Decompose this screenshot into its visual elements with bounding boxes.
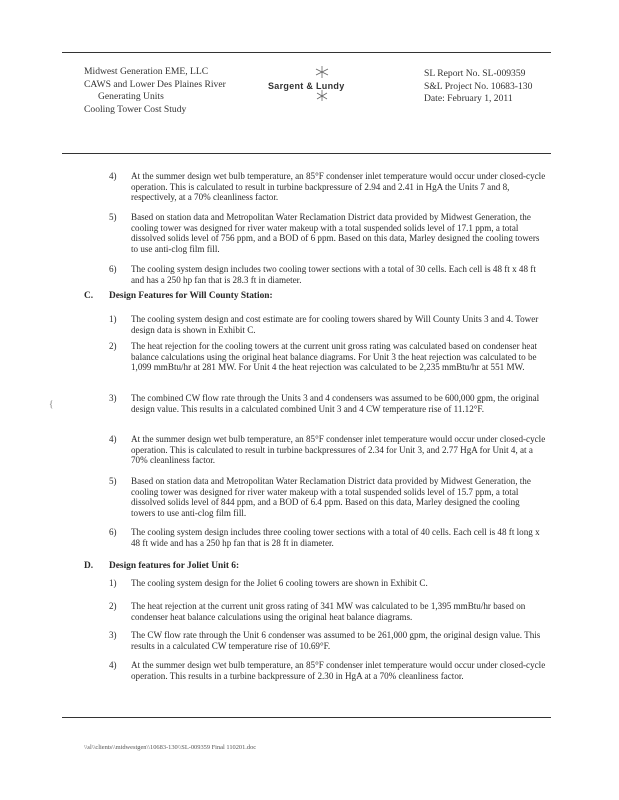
item-text: The cooling system design includes two cooling tower sections with a total of 30 cells. Each cell is 48 ft x 48 ft and has a 250 hp fan that is 28.3 ft in diameter. <box>131 264 536 285</box>
margin-bracket-mark: { <box>49 399 54 409</box>
item-number: 1) <box>109 578 117 588</box>
item-text: The CW flow rate through the Unit 6 condenser was assumed to be 261,000 gpm, the original design value. This results in a calculated CW temperature rise of 10.69°F. <box>131 630 541 651</box>
footer-rule <box>62 717 551 718</box>
section-title: Design Features for Will County Station: <box>109 291 273 301</box>
item-text: The heat rejection for the cooling towers at the current unit gross rating was calculated based on condenser heat balance calculations using the original heat balance diagrams. For Unit 3 the heat rejection was calculated to be 1,099 mmBtu/hr at 281 MW. For Unit 4 the heat rejection was calculated to be 2,235 mmBtu/hr at 551 MW. <box>131 341 538 373</box>
header-company: Midwest Generation EME, LLC <box>84 66 209 77</box>
item-number: 4) <box>109 171 117 181</box>
header-right-block <box>424 68 532 106</box>
header-rule-top <box>62 52 551 53</box>
header-study: Cooling Tower Cost Study <box>84 103 187 115</box>
item-number: 5) <box>109 212 117 222</box>
item-text: The cooling system design for the Joliet 6 cooling towers are shown in Exhibit C. <box>131 578 428 588</box>
item-number: 5) <box>109 476 117 486</box>
item-number: 4) <box>109 434 117 444</box>
header-report-no: SL Report No. SL-009359 <box>424 68 526 79</box>
item-text: Based on station data and Metropolitan Water Reclamation District data provided by Midwest Generation, the cooling tower was designed for river water makeup with a total suspended solids level of 15.7 ppm, a total dissolved solids level of 844 ppm, and a BOD of 6.4 ppm. Based on this data, Marley designed the cooling towers to use anti-clog film fill. <box>131 476 531 519</box>
header-project: CAWS and Lower Des Plaines River <box>84 78 226 90</box>
item-number: 2) <box>109 341 117 351</box>
section-title: Design features for Joliet Unit 6: <box>109 561 240 571</box>
item-number: 4) <box>109 660 117 670</box>
section-letter: D. <box>84 561 94 571</box>
item-number: 6) <box>109 264 117 274</box>
item-text: The cooling system design includes three cooling tower sections with a total of 40 cells. Each cell is 48 ft long x 48 ft wide and has a 250 hp fan that is 28 ft in diameter. <box>131 527 540 548</box>
header-units: Generating Units <box>98 91 164 102</box>
item-number: 6) <box>109 527 117 537</box>
item-text: At the summer design wet bulb temperature, an 85°F condenser inlet temperature would occur under closed-cycle operation. This is calculated to result in turbine backpressure of 2.94 and 2.41 in HgA the Units 7 and 8, respectively, at a 70% cleanliness factor. <box>131 171 546 203</box>
item-text: At the summer design wet bulb temperature, an 85°F condenser inlet temperature would occur under closed-cycle operation. This is calculated to result in turbine backpressures of 2.34 for Unit 3, and 2.77 HgA for Unit 4, at a 70% cleanliness factor. <box>131 434 546 466</box>
header-date: Date: February 1, 2011 <box>424 93 513 104</box>
item-text: The heat rejection at the current unit gross rating of 341 MW was calculated to be 1,395 mmBtu/hr based on condenser heat balance calculations using the original heat balance diagrams. <box>131 601 526 622</box>
item-text: The combined CW flow rate through the Units 3 and 4 condensers was assumed to be 600,000 gpm, the original design value. This results in a calculated combined Unit 3 and 4 CW temperature rise of 11.12°F. <box>131 393 540 414</box>
item-number: 3) <box>109 630 117 640</box>
item-text: At the summer design wet bulb temperature, an 85°F condenser inlet temperature would occur under closed-cycle operation. This results in a turbine backpressure of 2.30 in HgA at a 70% cleanliness factor. <box>131 660 546 681</box>
header-project-no: S&L Project No. 10683-130 <box>424 80 533 92</box>
item-number: 1) <box>109 314 117 324</box>
item-text: Based on station data and Metropolitan Water Reclamation District data provided by Midwest Generation, the cooling tower was designed for river water makeup with a total suspended solids level of 17.1 ppm, a total dissolved solids level of 756 ppm, and a BOD of 6 ppm. Based on this data, Marley designed the cooling towers to use anti-clog film fill. <box>131 212 540 255</box>
item-number: 2) <box>109 601 117 611</box>
item-number: 3) <box>109 393 117 403</box>
logo-text: Sargent & Lundy <box>268 81 345 91</box>
item-text: The cooling system design and cost estimate are for cooling towers shared by Will County Units 3 and 4. Tower design data is shown in Exhibit C. <box>131 314 539 335</box>
header-rule-bottom <box>62 153 551 154</box>
section-letter: C. <box>84 291 94 301</box>
footer-file-path: \\sl\\clients\\midwestgen\\10683-130\\SL-009359 Final 110201.doc <box>84 744 257 751</box>
header-left-block <box>84 66 226 116</box>
sargent-lundy-logo <box>268 64 383 104</box>
